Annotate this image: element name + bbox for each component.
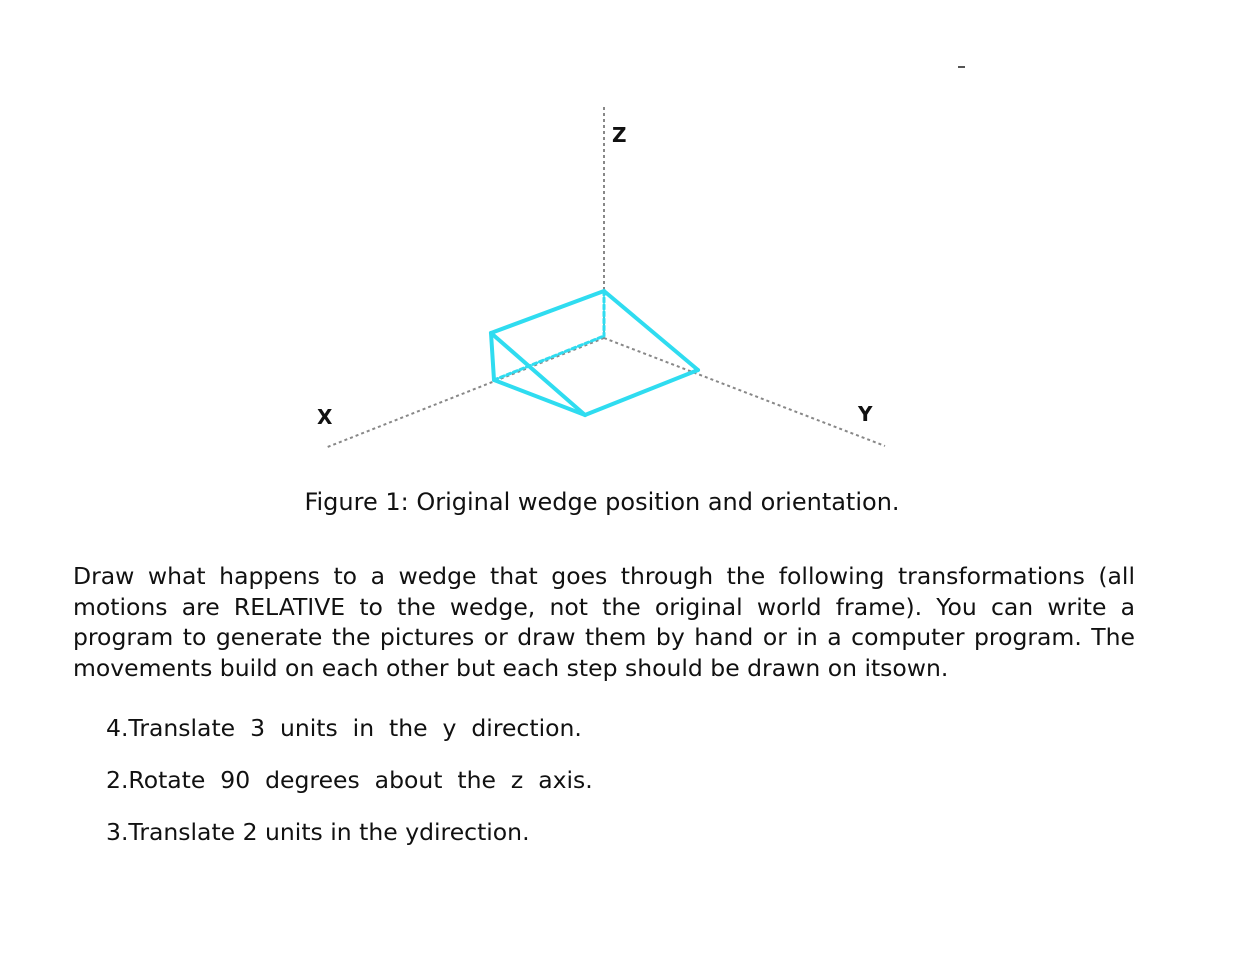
wedge-edge-vertical <box>491 333 494 380</box>
step-item: 3.Translate 2 units in the ydirection. <box>106 818 530 846</box>
wedge-figure <box>0 0 1260 470</box>
wedge-edge-bottom-right <box>585 370 698 415</box>
y-axis-label: Y <box>858 402 873 426</box>
wedge-edge-top-back <box>491 291 604 333</box>
instructions-paragraph: Draw what happens to a wedge that goes through the following transformations (all motions are RELATIVE to the wedge, not the original world frame). You can write a program to generate the pictures or draw them by hand or in a computer program. The movements build on each other but each step should be drawn on itsown. <box>73 562 1135 682</box>
step-item: 4.Translate 3 units in the y direction. <box>106 714 582 742</box>
wedge-edge-hidden-bottom <box>494 336 604 380</box>
wedge <box>491 291 698 415</box>
x-axis-label: X <box>317 405 333 429</box>
transformation-steps <box>106 712 593 868</box>
z-axis-label: Z <box>612 123 627 147</box>
figure-caption: Figure 1: Original wedge position and orientation. <box>304 488 900 516</box>
world-axes <box>325 104 885 448</box>
wedge-edge-top-slope <box>604 291 698 370</box>
wedge-edge-bottom-left <box>494 380 585 415</box>
step-item: 2.Rotate 90 degrees about the z axis. <box>106 766 593 794</box>
wedge-edge-diagonal <box>491 333 585 415</box>
